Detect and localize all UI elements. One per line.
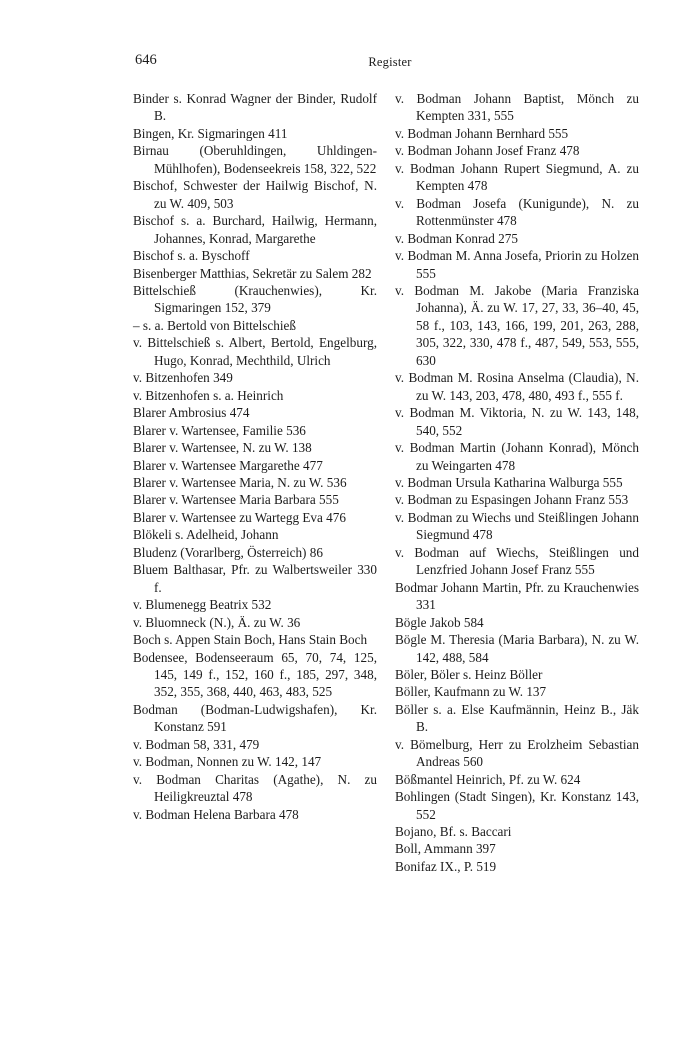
index-entry: Bohlingen (Stadt Singen), Kr. Konstanz 143, 552 (395, 789, 639, 822)
index-entry: v. Bodman Konrad 275 (395, 230, 518, 246)
index-entry: v. Bodman, Nonnen zu W. 142, 147 (133, 754, 322, 770)
index-entry: Bodman (Bodman-Ludwigshafen), Kr. Konstanz 591 (133, 701, 377, 735)
index-entry: Boll, Ammann 397 (395, 841, 496, 857)
index-entry: Bischof s. a. Byschoff (133, 248, 250, 264)
index-entry: Bingen, Kr. Sigmaringen 411 (133, 125, 288, 141)
index-entry: v. Bodman Charitas (Agathe), N. zu Heiligkreuztal 478 (133, 771, 377, 805)
index-entry: Blarer Ambrosius 474 (133, 405, 250, 421)
index-entry: v. Bodman Johann Bernhard 555 (395, 125, 569, 141)
index-entry: Bößmantel Heinrich, Pf. zu W. 624 (395, 771, 581, 787)
index-entry: v. Bodman Martin (Johann Konrad), Mönch zu Weingarten 478 (395, 440, 639, 473)
running-title: Register (368, 55, 412, 69)
index-entry: Bögle Jakob 584 (395, 614, 484, 630)
index-entry: v. Bodman M. Viktoria, N. zu W. 143, 148, 540, 552 (395, 405, 639, 438)
index-entry: Blarer v. Wartensee Maria Barbara 555 (133, 492, 339, 508)
index-entry: Blarer v. Wartensee Margarethe 477 (133, 457, 323, 473)
index-entry: v. Bodman Helena Barbara 478 (133, 806, 299, 822)
index-entry: Bonifaz IX., P. 519 (395, 858, 497, 874)
index-entry: v. Bodman zu Espasingen Johann Franz 553 (395, 492, 629, 508)
index-entry: Blarer v. Wartensee zu Wartegg Eva 476 (133, 509, 346, 525)
index-entry: v. Bodman Johann Josef Franz 478 (395, 143, 580, 159)
index-entry: Binder s. Konrad Wagner der Binder, Rudolf B. (133, 91, 377, 124)
index-entry: v. Bitzenhofen 349 (133, 370, 233, 386)
index-entry: v. Blumenegg Beatrix 532 (133, 597, 272, 613)
index-entry: v. Bodman M. Rosina Anselma (Claudia), N. zu W. 143, 203, 478, 480, 493 f., 555 f. (395, 370, 639, 403)
index-entry: v. Bodman auf Wiechs, Steißlingen und Lenzfried Johann Josef Franz 555 (395, 544, 639, 578)
index-entry: v. Bodman Ursula Katharina Walburga 555 (395, 474, 623, 490)
index-entry: – s. a. Bertold von Bittelschieß (133, 317, 296, 333)
index-entry: v. Bitzenhofen s. a. Heinrich (133, 387, 284, 403)
index-entry: Bojano, Bf. s. Baccari (395, 824, 512, 840)
index-entry: Bodensee, Bodenseeraum 65, 70, 74, 125, 145, 149 f., 152, 160 f., 185, 297, 348, 352, 355, 368, 440, 463, 483, 525 (133, 649, 377, 700)
index-entry: Bischof s. a. Burchard, Hailwig, Hermann, Johannes, Konrad, Margarethe (133, 213, 377, 246)
index-entry: v. Bodman M. Anna Josefa, Priorin zu Holzen 555 (395, 248, 639, 281)
index-entry: Birnau (Oberuhldingen, Uhldingen-Mühlhofen), Bodenseekreis 158, 322, 522 (133, 143, 377, 176)
index-entry: v. Bluomneck (N.), Ä. zu W. 36 (133, 614, 301, 630)
page-number: 646 (135, 52, 157, 68)
index-entry: Blarer v. Wartensee, N. zu W. 138 (133, 440, 312, 456)
index-entry: Blarer v. Wartensee Maria, N. zu W. 536 (133, 474, 347, 490)
index-entry: Bisenberger Matthias, Sekretär zu Salem 282 (133, 265, 372, 281)
index-entry: v. Bodman Johann Rupert Siegmund, A. zu Kempten 478 (395, 160, 639, 194)
index-entry: v. Bodman 58, 331, 479 (133, 736, 260, 752)
index-entry: Böller s. a. Else Kaufmännin, Heinz B., Jäk B. (395, 701, 639, 735)
index-entry: Bögle M. Theresia (Maria Barbara), N. zu W. 142, 488, 584 (395, 632, 639, 665)
index-entry: Blökeli s. Adelheid, Johann (133, 527, 279, 543)
index-entry: v. Bittelschieß s. Albert, Bertold, Engelburg, Hugo, Konrad, Mechthild, Ulrich (133, 335, 377, 368)
index-entry: Bodmar Johann Martin, Pfr. zu Krauchenwies 331 (395, 579, 639, 613)
index-entry: Bischof, Schwester der Hailwig Bischof, N. zu W. 409, 503 (133, 178, 377, 211)
index-entry: Bludenz (Vorarlberg, Österreich) 86 (133, 544, 323, 560)
index-column-right (395, 90, 639, 875)
index-entry: Bluem Balthasar, Pfr. zu Walbertsweiler 330 f. (133, 562, 377, 595)
index-entry: Boch s. Appen Stain Boch, Hans Stain Boch (133, 632, 368, 648)
index-entry: Böler, Böler s. Heinz Böller (395, 666, 543, 682)
index-entry: Bittelschieß (Krauchenwies), Kr. Sigmaringen 152, 379 (133, 282, 377, 316)
index-column-left (133, 90, 377, 823)
index-entry: v. Bodman M. Jakobe (Maria Franziska Johanna), Ä. zu W. 17, 27, 33, 36–40, 45, 58 f., 103, 143, 166, 199, 201, 263, 288, 305, 322, 330, 478 f., 487, 549, 553, 555, 630 (395, 282, 639, 368)
index-entry: Blarer v. Wartensee, Familie 536 (133, 422, 306, 438)
index-entry: v. Bodman Johann Baptist, Mönch zu Kempten 331, 555 (395, 91, 639, 124)
index-entry: v. Bodman Josefa (Kunigunde), N. zu Rottenmünster 478 (395, 195, 639, 229)
index-entry: v. Bömelburg, Herr zu Erolzheim Sebastian Andreas 560 (395, 736, 639, 770)
index-entry: v. Bodman zu Wiechs und Steißlingen Johann Siegmund 478 (395, 509, 639, 543)
index-entry: Böller, Kaufmann zu W. 137 (395, 684, 547, 700)
